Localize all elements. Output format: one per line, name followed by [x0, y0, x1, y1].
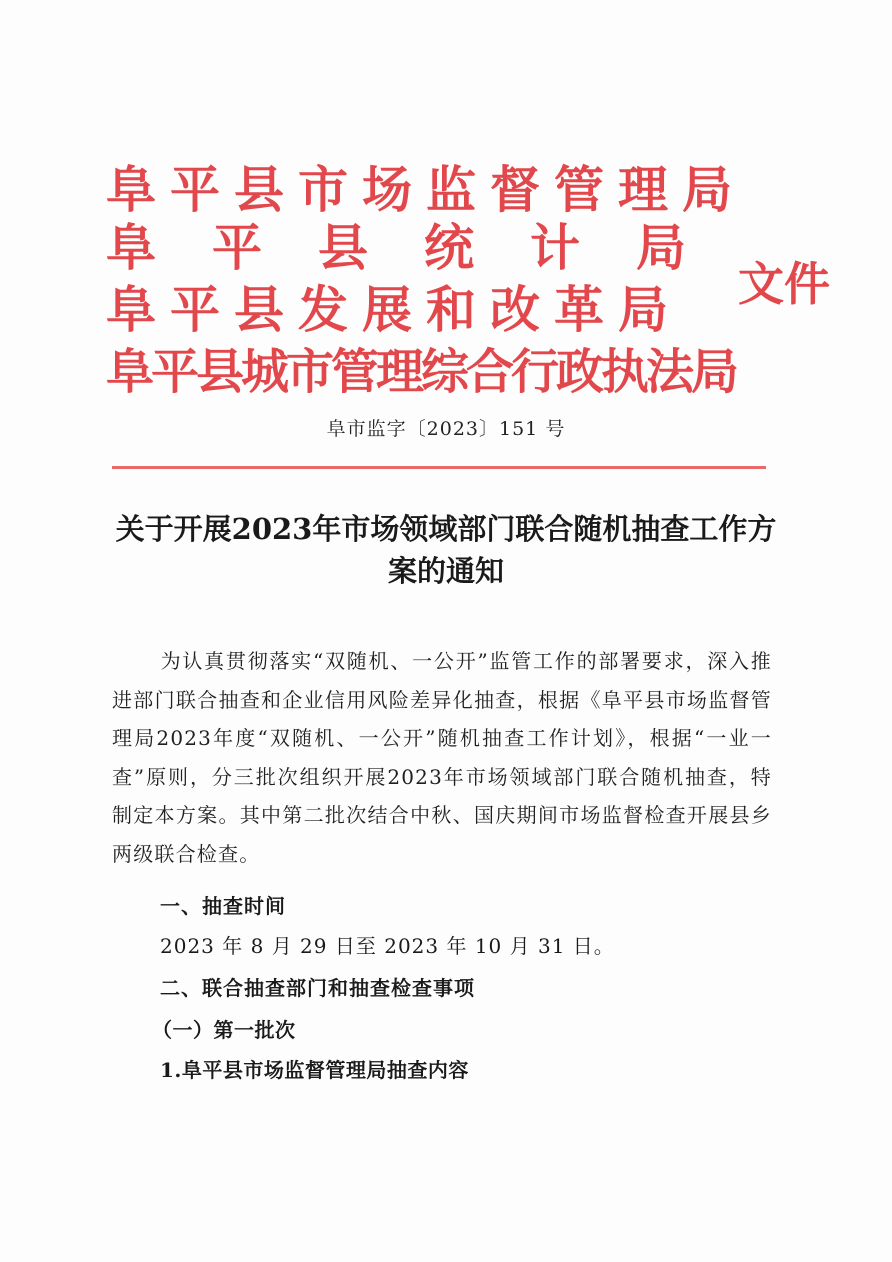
inspection-time-text: 2023 年 8 月 29 日至 2023 年 10 月 31 日。 — [160, 934, 615, 958]
document-title: 关于开展2023年市场领域部门联合随机抽查工作方案的通知 — [115, 512, 777, 588]
intro-paragraph-text: 为认真贯彻落实“双随机、一公开”监管工作的部署要求，深入推进部门联合抽查和企业信用风险差异化抽查，根据《阜平县市场监督管理局2023年度“双随机、一公开”随机抽查工作计划》，根据“一业一查”原则，分三批次组织开展2023年市场领域部门联合随机抽查，特制定本方案。其中第二批次结合中秋、国庆期间市场监督检查开展县乡两级联合检查。 — [112, 649, 772, 866]
subsection-heading-first-batch: （一）第一批次 — [152, 1018, 296, 1042]
section-heading-joint-inspection: 二、联合抽查部门和抽查检查事项 — [160, 976, 475, 1000]
agency-name-statistics: 阜平县统计局 — [106, 219, 742, 277]
agency-name-market-supervision: 阜平县市场监督管理局 — [106, 161, 746, 219]
document-word: 文件 — [738, 257, 830, 311]
agency-name-development-reform: 阜平县发展和改革局 — [106, 281, 682, 339]
document-number: 阜市监字〔2023〕151 号 — [326, 418, 566, 440]
item-heading-market-supervision-content: 1.阜平县市场监督管理局抽查内容 — [160, 1058, 469, 1082]
red-divider-line — [112, 466, 766, 469]
agency-name-urban-management: 阜平县城市管理综合行政执法局 — [106, 344, 737, 400]
section-heading-inspection-time: 一、抽查时间 — [160, 894, 286, 918]
intro-paragraph — [112, 642, 772, 873]
